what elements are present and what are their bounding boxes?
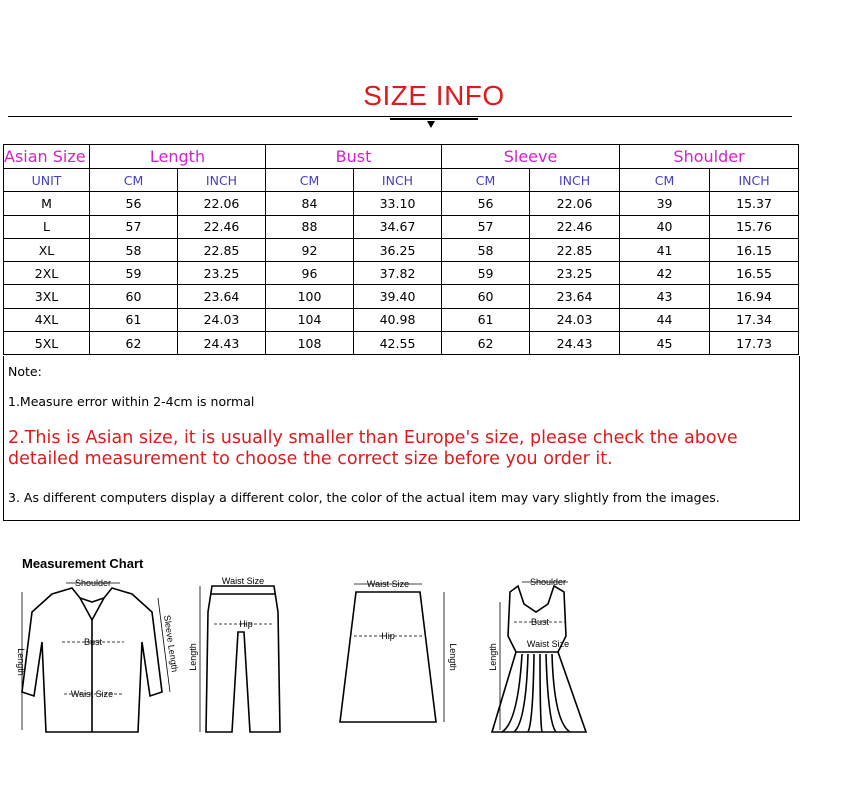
shirt-bust-label: Bust [83,637,103,647]
table-cell: 15.76 [710,215,799,238]
table-cell: 5XL [4,332,90,355]
table-row [4,192,799,215]
table-row [4,308,799,331]
table-cell: 62 [90,332,178,355]
table-cell: 22.06 [530,192,620,215]
table-cell: 42.55 [354,332,442,355]
table-cell: 104 [266,308,354,331]
unit-cell: INCH [530,169,620,192]
group-header-length: Length [90,145,266,169]
title-underline [390,118,478,120]
dress-bust-label: Bust [530,617,550,627]
table-cell: XL [4,238,90,261]
table-cell: 23.64 [178,285,266,308]
table-cell: 4XL [4,308,90,331]
table-cell: 96 [266,262,354,285]
table-cell: 92 [266,238,354,261]
dress-length-label: Length [488,643,498,671]
table-cell: 15.37 [710,192,799,215]
skirt-diagram [334,572,458,742]
table-cell: 17.73 [710,332,799,355]
table-cell: 36.25 [354,238,442,261]
unit-header-row [4,169,799,192]
note-asian-size-warning: 2.This is Asian size, it is usually smaller than Europe's size, please check the above detailed measurement to choose the correct size before you order it. [8,428,738,469]
group-header-shoulder: Shoulder [620,145,799,169]
table-cell: 100 [266,285,354,308]
notes-heading: Note: [8,364,42,379]
dress-waist-label: Waist Size [526,639,570,649]
skirt-waist-label: Waist Size [366,579,410,589]
dress-diagram [488,572,588,742]
table-cell: 33.10 [354,192,442,215]
table-cell: 60 [90,285,178,308]
table-cell: 17.34 [710,308,799,331]
table-cell: 23.64 [530,285,620,308]
table-cell: 22.06 [178,192,266,215]
table-cell: 42 [620,262,710,285]
table-cell: 44 [620,308,710,331]
unit-cell: CM [266,169,354,192]
shirt-length-label: Length [16,648,26,676]
table-cell: 56 [442,192,530,215]
notes-box [3,356,800,521]
table-cell: 41 [620,238,710,261]
table-cell: 60 [442,285,530,308]
shirt-shoulder-label: Shoulder [74,578,112,588]
table-cell: 43 [620,285,710,308]
table-cell: 37.82 [354,262,442,285]
table-cell: M [4,192,90,215]
table-row [4,332,799,355]
group-header-sleeve: Sleeve [442,145,620,169]
group-header-row [4,145,799,169]
table-cell: 24.03 [530,308,620,331]
pants-length-label: Length [188,643,198,671]
table-row [4,262,799,285]
table-cell: 88 [266,215,354,238]
size-table [3,144,799,355]
table-cell: 3XL [4,285,90,308]
table-cell: 56 [90,192,178,215]
table-cell: 40.98 [354,308,442,331]
table-cell: 40 [620,215,710,238]
table-cell: 22.85 [178,238,266,261]
table-cell: 58 [442,238,530,261]
unit-cell: INCH [354,169,442,192]
table-row [4,285,799,308]
table-cell: 59 [442,262,530,285]
table-cell: 58 [90,238,178,261]
table-cell: 45 [620,332,710,355]
table-cell: 23.25 [530,262,620,285]
table-cell: 59 [90,262,178,285]
table-cell: 22.46 [178,215,266,238]
table-row [4,238,799,261]
table-cell: 61 [442,308,530,331]
table-cell: 39.40 [354,285,442,308]
table-cell: 16.55 [710,262,799,285]
table-cell: 57 [90,215,178,238]
table-cell: 16.15 [710,238,799,261]
note-color-variation: 3. As different computers display a different color, the color of the actual item may vary slightly from the images. [8,490,720,505]
table-cell: 61 [90,308,178,331]
table-cell: 22.85 [530,238,620,261]
table-cell: 108 [266,332,354,355]
unit-cell: CM [620,169,710,192]
measurement-chart-title: Measurement Chart [22,556,144,571]
table-cell: 62 [442,332,530,355]
unit-cell: INCH [710,169,799,192]
table-cell: 16.94 [710,285,799,308]
table-cell: 24.43 [178,332,266,355]
table-cell: 57 [442,215,530,238]
unit-cell: CM [90,169,178,192]
shirt-diagram [12,572,180,742]
table-cell: 34.67 [354,215,442,238]
skirt-length-label: Length [448,643,458,671]
pants-hip-label: Hip [239,619,253,629]
group-header-bust: Bust [266,145,442,169]
table-cell: 22.46 [530,215,620,238]
header-divider [8,116,792,117]
unit-cell: CM [442,169,530,192]
table-cell: 24.03 [178,308,266,331]
unit-cell: INCH [178,169,266,192]
down-arrow-icon [427,121,435,128]
table-row [4,215,799,238]
table-cell: 23.25 [178,262,266,285]
skirt-hip-label: Hip [381,631,395,641]
table-cell: L [4,215,90,238]
dress-shoulder-label: Shoulder [529,577,567,587]
group-header-asian-size: Asian Size [4,145,90,169]
pants-waist-label: Waist Size [221,576,265,586]
table-cell: 39 [620,192,710,215]
pants-diagram [188,572,288,742]
page-title: SIZE INFO [363,80,505,111]
table-cell: 2XL [4,262,90,285]
unit-cell: UNIT [4,169,90,192]
note-measure-error: 1.Measure error within 2-4cm is normal [8,394,255,409]
table-cell: 84 [266,192,354,215]
shirt-waist-label: Waist Size [70,689,114,699]
table-cell: 24.43 [530,332,620,355]
shirt-sleeve-label: Sleeve Length [162,614,180,673]
